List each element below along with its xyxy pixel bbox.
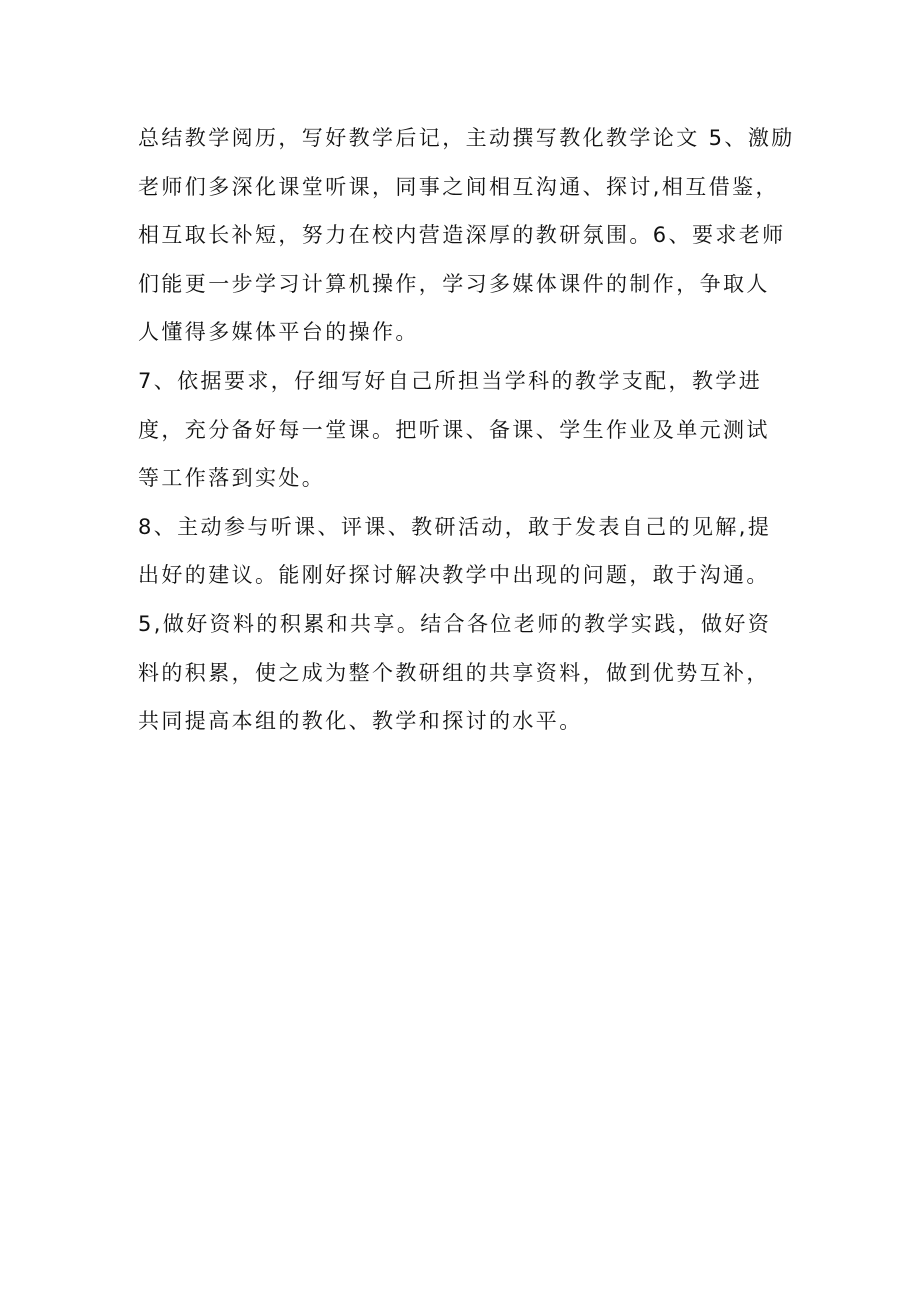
text-line: 人懂得多媒体平台的操作。 xyxy=(138,320,419,345)
text-line: 们能更一步学习计算机操作，学习多媒体课件的制作，争取人 xyxy=(138,271,770,296)
text-line: 共同提高本组的教化、教学和探讨的水平。 xyxy=(138,709,583,734)
text-line: 出好的建议。能刚好探讨解决教学中出现的问题，敢于沟通。 xyxy=(138,563,770,588)
text-line: 相互取长补短，努力在校内营造深厚的教研氛围。6、要求老师 xyxy=(138,223,786,248)
text-line: 7、依据要求，仔细写好自己所担当学科的教学支配，教学进 xyxy=(138,368,763,393)
text-line: 料的积累，使之成为整个教研组的共享资料，做到优势互补， xyxy=(138,660,770,685)
text-line: 等工作落到实处。 xyxy=(138,466,326,491)
text-line: 8、主动参与听课、评课、教研活动，敢于发表自己的见解,提 xyxy=(138,514,772,539)
text-line: 5,做好资料的积累和共享。结合各位老师的教学实践，做好资 xyxy=(138,611,772,636)
document-body xyxy=(138,114,795,746)
text-line: 度，充分备好每一堂课。把听课、备课、学生作业及单元测试 xyxy=(138,417,770,442)
text-line: 老师们多深化课堂听课，同事之间相互沟通、探讨,相互借鉴， xyxy=(138,174,779,199)
text-line: 总结教学阅历，写好教学后记，主动撰写教化教学论文 5、激励 xyxy=(138,126,795,150)
